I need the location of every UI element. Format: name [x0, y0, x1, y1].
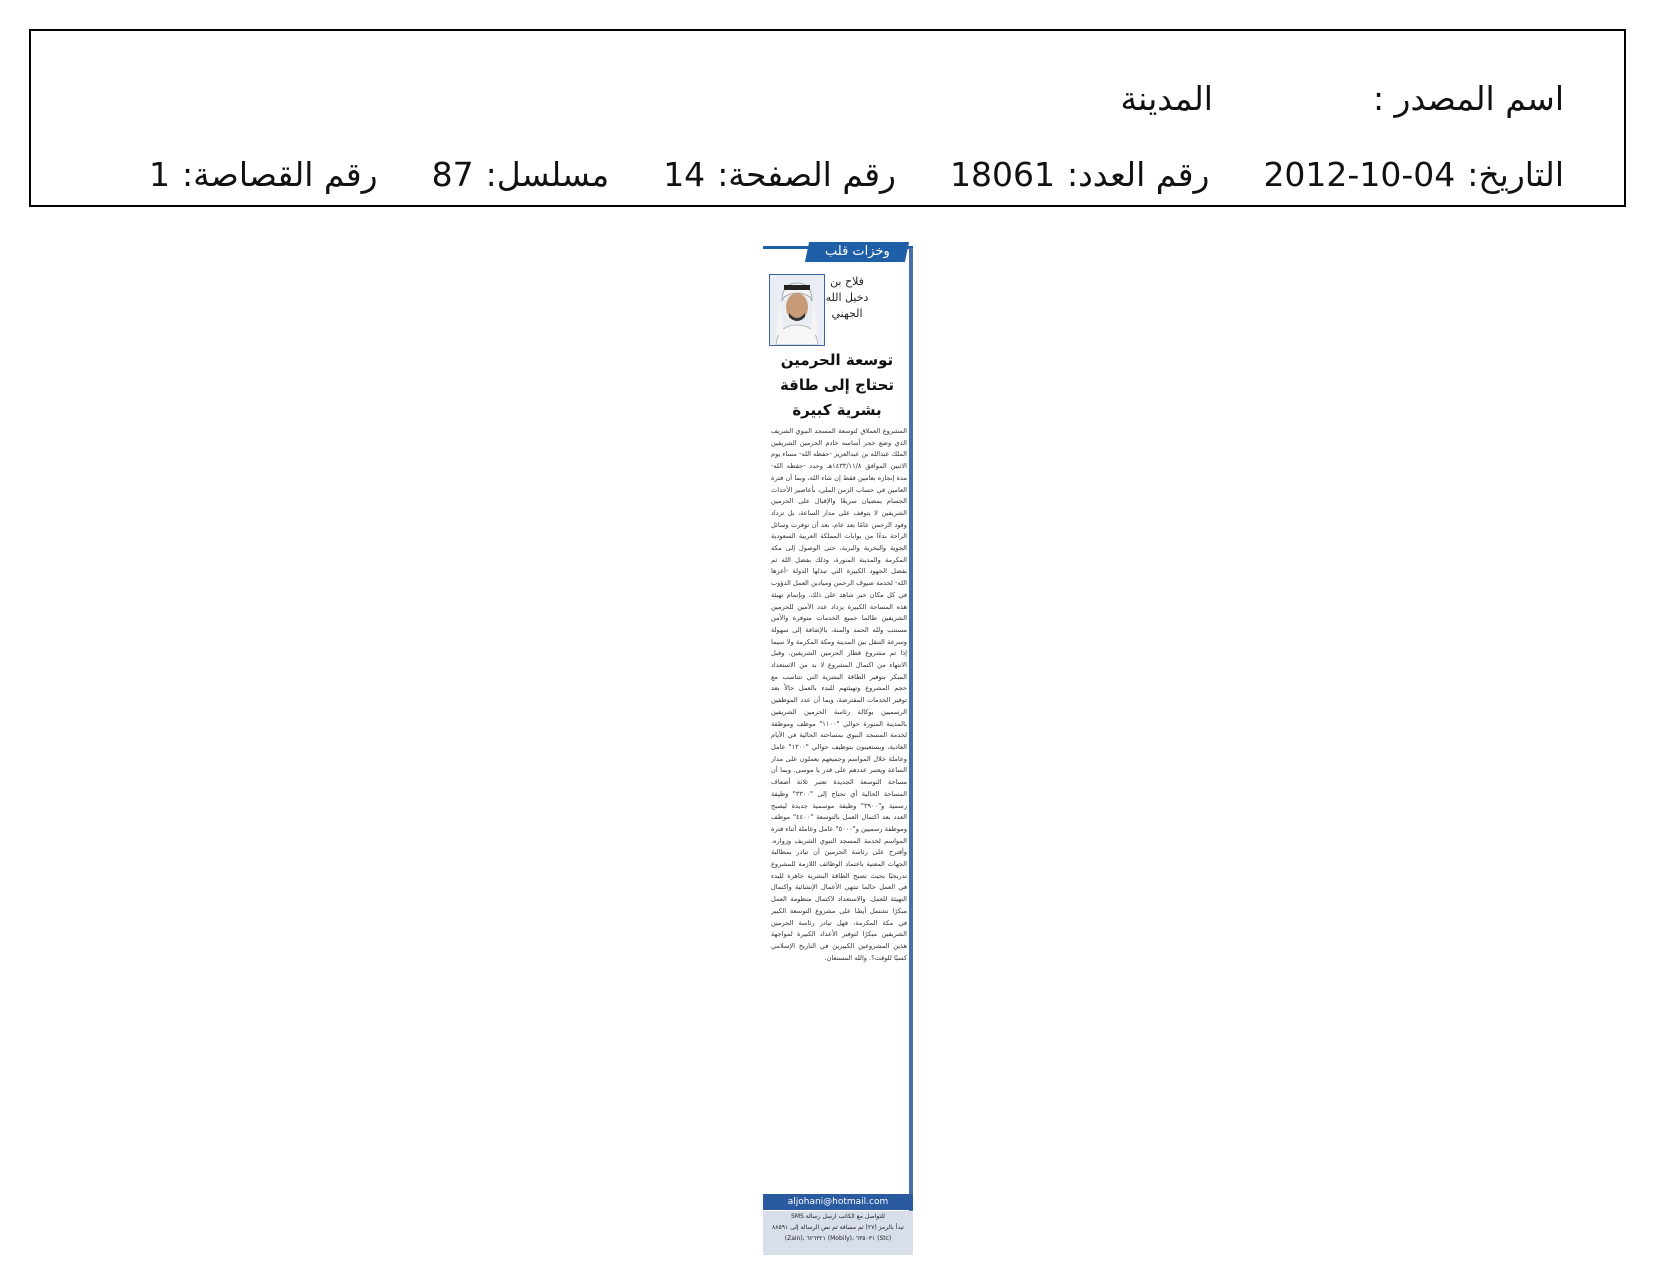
author-email: aljohani@hotmail.com [763, 1194, 913, 1210]
section-title: وخزات قلب [824, 244, 890, 259]
section-tab [805, 242, 909, 262]
clip-number-label: رقم القصاصة: [182, 155, 378, 194]
author-block [767, 274, 903, 344]
headline-line: توسعة الحرمين [780, 351, 894, 369]
source-row [1120, 79, 1564, 118]
author-portrait-icon [770, 275, 824, 345]
date-field [1263, 155, 1564, 194]
author-name-line: فلاح بن [830, 275, 864, 288]
issue-field [950, 155, 1209, 194]
serial-label: مسلسل: [485, 155, 610, 194]
author-name [817, 274, 877, 322]
author-photo [769, 274, 825, 346]
date-value: 2012-10-04 [1263, 155, 1456, 194]
source-value: المدينة [1120, 79, 1213, 118]
article-body: المشروع العملاق لتوسعة المسجد النبوي الشريف الذي وضع حجر أساسه خادم الحرمين الشريفين الملك عبدالله بن عبدالعزيز -حفظه الله- مساء يوم الاثنين الموافق ١٤٣٣/١١/٨هـ وحدد -حفظه الله- مدة إنجازه بعامين فقط إن شاء الله، وبما أن فترة العامين في حساب الزمن الملي، بأعاصير الأحداث الجسام يمضيان سريعًا والإقبال على الحرمين الشريفين لا يتوقف على مدار الساعة، بل تزداد وفود الرحمن عامًا بعد عام، بعد أن توفرت وسائل الراحة بدءًا من بوابات المملكة العربية السعودية الجوية والبحرية والبرية، حتى الوصول إلى مكة المكرمة والمدينة المنورة، وذلك بفضل الله ثم بفضل الجهود الكبيرة التي تبذلها الدولة -أعزها الله- لخدمة ضيوف الرحمن وميادين العمل الدؤوب في كل مكان خير شاهد على ذلك. وبإتمام تهيئة هذه المساحة الكبيرة يزداد عدد الآمين للحرمين الشريفين طالما جميع الخدمات متوفرة والأمن مستتب ولله الحمد والمنة، بالإضافة إلى سهولة وسرعة التنقل بين المدينة ومكة المكرمة ولا سيما إذا تم مشروع قطار الحرمين الشريفين. وقبل الانتهاء من اكتمال المشروع لا بد من الاستعداد المبكر بتوفير الطاقة البشرية التي تتناسب مع حجم المشروع وتهيئتهم للبدء بالعمل حالاً بعد توفير الخدمات المفترضة، وبما أن عدد الموظفين الرسميين بوكالة رئاسة الحرمين الشريفين بالمدينة المنورة حوالي "١١٠٠" موظف وموظفة لخدمة المسجد النبوي بمساحته الحالية في الأيام العادية، ويستعينون بتوظيف حوالي "١٣٠٠" عامل وعاملة خلال المواسم وجميعهم يعملون على مدار الساعة ويعتبر عددهم على قدر يا موسى. وبما أن مساحة التوسعة الجديدة تعتبر ثلاثة أضعاف المساحة الحالية أي تحتاج إلى "٣٣٠٠" وظيفة رسمية و"٣٩٠٠" وظيفة موسمية جديدة ليصبح العدد بعد اكتمال العمل بالتوسعة "٤٤٠٠" موظف وموظفة رسميين و"٥٠٠٠" عامل وعاملة أثناء فترة المواسم لخدمة المسجد النبوي الشريف وزواره. وأقترح على رئاسة الحرمين أن تبادر بمطالبة الجهات المعنية باعتماد الوظائف اللازمة للمشروع تدريجيًا بحيث تصبح الطاقة البشرية جاهزة للبدء في العمل حالما تنتهي الأعمال الإنشائية واكتمال التهيئة للعمل. والاستعداد لاكتمال منظومة العمل مبكرًا تشتمل أيضًا على مشروع التوسعة الكبير في مكة المكرمة، فهل تبادر رئاسة الحرمين الشريفين مبكرًا لتوفير الأعداد الكبيرة لمواجهة هذين المشروعين الكبيرين في التاريخ الإسلامي كسبًا للوقت؟. والله المستعان. [771, 427, 907, 962]
issue-label: رقم العدد: [1066, 155, 1210, 194]
author-name-line: دخيل الله [825, 291, 869, 304]
article-headline [769, 348, 905, 423]
author-name-line: الجهني [831, 307, 863, 320]
page-value: 14 [663, 155, 706, 194]
source-label: اسم المصدر : [1372, 79, 1564, 118]
sms-line: (Stc) ٦٣٥٠٣١ ،(Mobily) ٦٢٦٣٢١ ،(Zain) [784, 1235, 892, 1242]
column-side-rule [909, 248, 913, 1248]
page-label: رقم الصفحة: [717, 155, 896, 194]
source-info-box [29, 29, 1626, 207]
date-label: التاريخ: [1467, 155, 1564, 194]
page-field [663, 155, 896, 194]
details-row [149, 155, 1564, 194]
headline-line: بشرية كبيرة [792, 401, 882, 419]
sms-line: للتواصل مع الكاتب ارسل رسالة SMS [791, 1213, 885, 1220]
newspaper-clipping [763, 244, 913, 1264]
clip-number-value: 1 [149, 155, 170, 194]
sms-line: تبدأ بالرمز (٢٧) ثم مسافة ثم نص الرسالة إلى ٨٨٥٩١ [772, 1224, 904, 1231]
clip-number-field [149, 155, 378, 194]
sms-contact-box [763, 1211, 913, 1255]
headline-line: تحتاج إلى طاقة [779, 376, 895, 394]
serial-field [432, 155, 610, 194]
serial-value: 87 [431, 155, 474, 194]
issue-value: 18061 [950, 155, 1055, 194]
